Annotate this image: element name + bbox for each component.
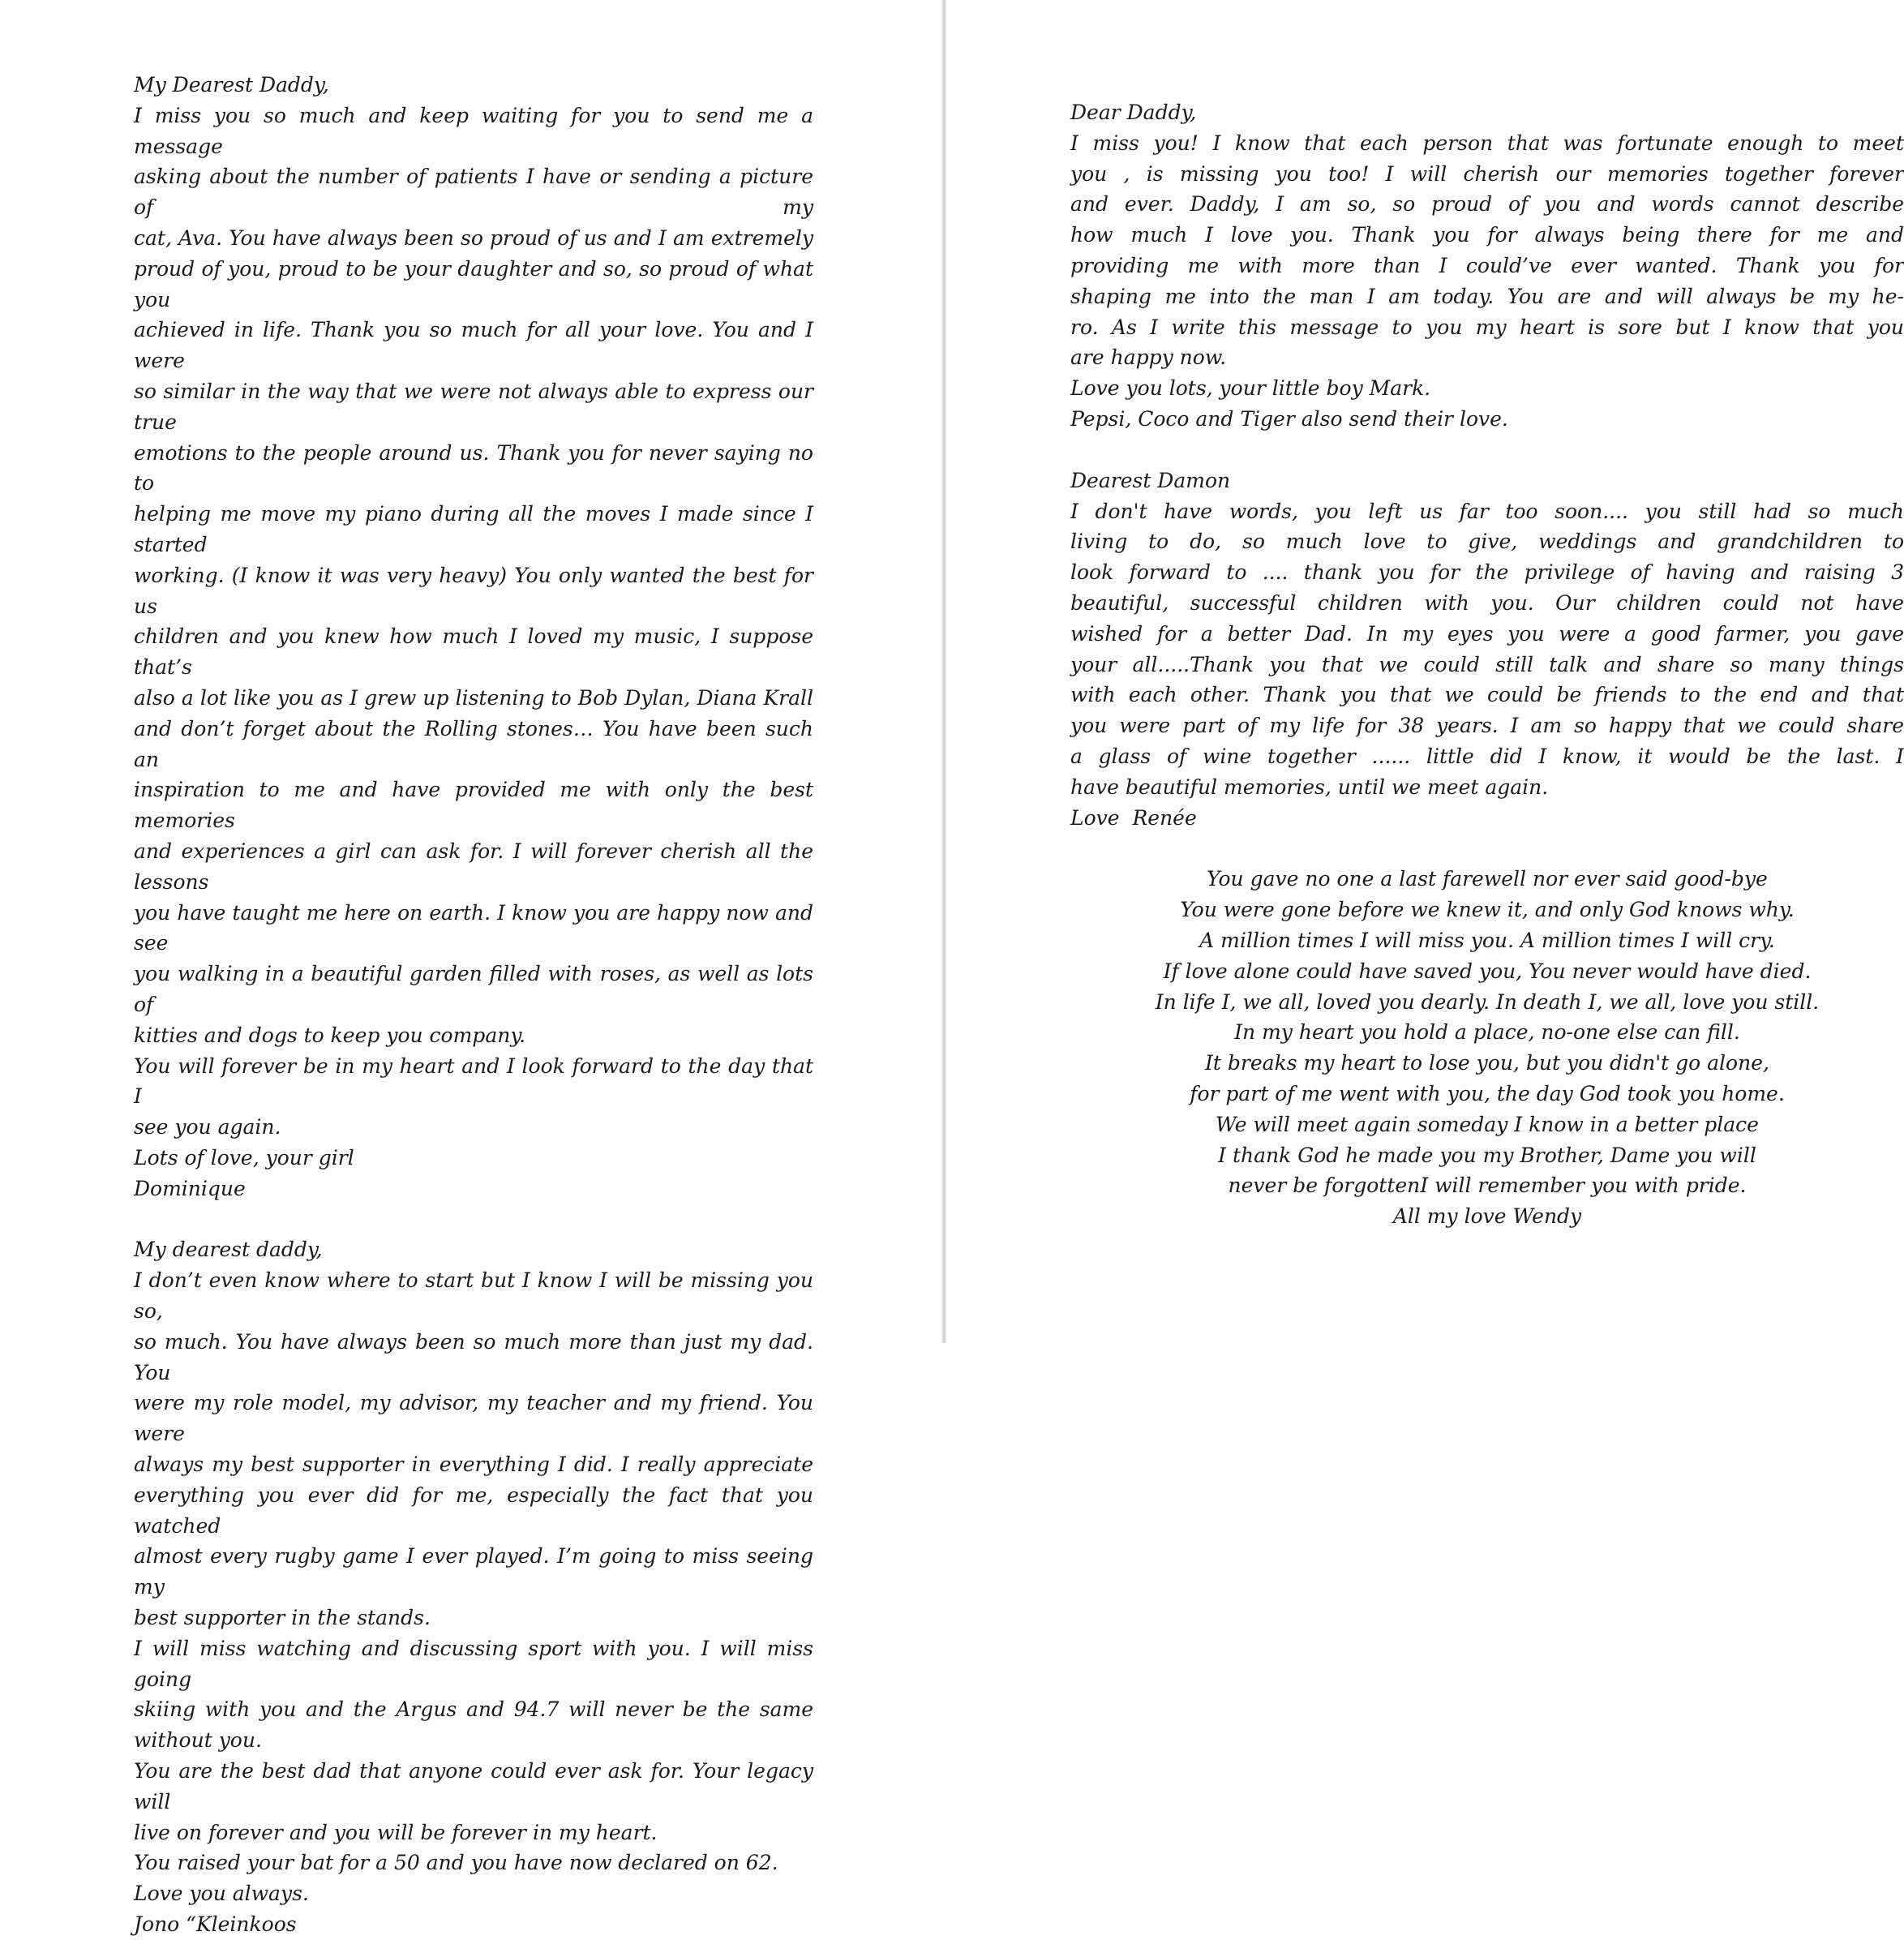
letter-line: you , is missing you too! I will cherish our memories together forever (1070, 161, 1904, 186)
letter-line: You are the best dad that anyone could ever ask for. Your legacy will (134, 1759, 813, 1813)
letter-mark (1070, 97, 1904, 435)
letter-line: look forward to .... thank you for the privilege of having and raising 3 (1070, 560, 1904, 585)
letter-line: everything you ever did for me, especially the fact that you watched (134, 1483, 813, 1538)
letter-line: inspiration to me and have provided me with only the best memories (134, 778, 813, 833)
letter-line: beautiful, successful children with you. Our children could not have (1070, 590, 1904, 615)
poem-line: It breaks my heart to lose you, but you didn't go alone, (1205, 1051, 1769, 1075)
poem-line: In my heart you hold a place, no-one else can fill. (1234, 1020, 1740, 1045)
letter-line: You raised your bat for a 50 and you have now declared on 62. (134, 1851, 778, 1875)
letter-line: a glass of wine together ...... little did I know, it would be the last. I (1070, 744, 1904, 768)
right-page (947, 0, 1904, 1343)
letter-line: live on forever and you will be forever in my heart. (134, 1820, 658, 1844)
letter-line: kitties and dogs to keep you company. (134, 1023, 526, 1047)
letter-line: You will forever be in my heart and I look forward to the day that I (134, 1054, 813, 1109)
letter-line: achieved in life. Thank you so much for all your love. You and I were (134, 318, 813, 373)
letter-dominique (134, 70, 813, 1204)
page-fold (941, 0, 947, 1343)
letter-line: best supporter in the stands. (134, 1606, 431, 1630)
letter-signature: Love Renée (1070, 805, 1197, 830)
letter-postscript: Pepsi, Coco and Tiger also send their love. (1070, 406, 1508, 431)
letter-renee (1070, 466, 1904, 834)
letter-line: providing me with more than I could’ve ever wanted. Thank you for (1070, 253, 1904, 277)
letter-line: almost every rugby game I ever played. I’m going to miss seeing my (134, 1544, 813, 1599)
letter-line: and ever. Daddy, I am so, so proud of you and words cannot describe (1070, 192, 1904, 217)
left-column (134, 70, 813, 1940)
poem-line: for part of me went with you, the day God took you home. (1190, 1081, 1785, 1105)
letter-line: I will miss watching and discussing sport with you. I will miss going (134, 1636, 813, 1691)
letter-line: asking about the number of patients I have or sending a picture of my (134, 165, 813, 220)
letter-line: helping me move my piano during all the moves I made since I started (134, 502, 813, 556)
poem-line: You gave no one a last farewell nor ever said good-bye (1207, 867, 1768, 891)
letter-salutation: My dearest daddy, (134, 1238, 323, 1262)
letter-closing: Lots of love, your girl (134, 1145, 354, 1170)
letter-line: I don’t even know where to start but I know I will be missing you so, (134, 1268, 813, 1324)
letter-gap (134, 1204, 813, 1234)
poem-line: In life I, we all, loved you dearly. In death I, we all, love you still. (1155, 989, 1820, 1014)
letter-line: I miss you! I know that each person that was fortunate enough to meet (1070, 131, 1904, 155)
letter-line: skiing with you and the Argus and 94.7 will never be the same (134, 1698, 813, 1722)
poem-line: You were gone before we knew it, and only God knows why. (1180, 898, 1795, 922)
letter-gap (1070, 435, 1904, 466)
letter-line: were my role model, my advisor, my teacher and my friend. You were (134, 1391, 813, 1446)
letter-line: and experiences a girl can ask for. I will forever cherish all the lessons (134, 839, 813, 894)
letter-line: how much I love you. Thank you for always being there for me and (1070, 223, 1904, 247)
letter-line: with each other. Thank you that we could be friends to the end and that (1070, 683, 1904, 707)
letter-line: I don't have words, you left us far too soon.... you still had so much (1070, 499, 1904, 523)
letter-salutation: Dear Daddy, (1070, 101, 1197, 124)
letter-line: children and you knew how much I loved my music, I suppose that’s (134, 624, 813, 680)
poem-line: I thank God he made you my Brother, Dame you will (1218, 1143, 1756, 1167)
letter-line: your all.....Thank you that we could still talk and share so many things (1070, 652, 1904, 676)
left-page (0, 0, 941, 1937)
letter-line: I miss you so much and keep waiting for you to send me a message (134, 103, 813, 158)
letter-line: are happy now. (1070, 346, 1227, 370)
letter-line: wished for a better Dad. In my eyes you were a good farmer, you gave (1070, 621, 1904, 646)
poem-wendy (1070, 864, 1904, 1232)
letter-line: without you. (134, 1728, 262, 1753)
letter-line: and don’t forget about the Rolling stones… You have been such an (134, 716, 813, 771)
letter-line: cat, Ava. You have always been so proud of us and I am extremely (134, 225, 813, 250)
letter-line: also a lot like you as I grew up listening to Bob Dylan, Diana Krall (134, 685, 813, 710)
letter-line: emotions to the people around us. Thank you for never saying no to (134, 440, 813, 496)
letter-closing: Love you lots, your little boy Mark. (1070, 376, 1431, 401)
right-column (1070, 97, 1904, 1232)
letter-line: see you again. (134, 1115, 281, 1140)
letter-line: you have taught me here on earth. I know you are happy now and see (134, 900, 813, 955)
poem-line: never be forgottenI will remember you with pride. (1228, 1174, 1747, 1198)
letter-line: have beautiful memories, until we meet again. (1070, 775, 1549, 799)
letter-jono (134, 1234, 813, 1939)
poem-line: We will meet again someday I know in a better place (1216, 1112, 1759, 1136)
letter-closing: Love you always. (134, 1882, 309, 1906)
letter-salutation: My Dearest Daddy, (134, 73, 329, 97)
poem-signature: All my love Wendy (1392, 1204, 1582, 1229)
letter-line: so similar in the way that we were not always able to express our true (134, 379, 813, 434)
letter-line: working. (I know it was very heavy) You only wanted the best for us (134, 563, 813, 618)
letter-line: shaping me into the man I am today. You are and will always be my he- (1070, 284, 1904, 308)
poem-line: A million times I will miss you. A million times I will cry. (1199, 928, 1775, 952)
letter-line: living to do, so much love to give, weddings and grandchildren to (1070, 530, 1904, 554)
poem-line: If love alone could have saved you, You never would have died. (1163, 959, 1812, 983)
letter-salutation: Dearest Damon (1070, 468, 1231, 492)
letter-line: so much. You have always been so much more than just my dad. You (134, 1329, 813, 1384)
letter-signature: Dominique (134, 1176, 246, 1200)
letter-line: you were part of my life for 38 years. I am so happy that we could share (1070, 714, 1904, 738)
letter-signature: Jono “Kleinkoos (134, 1912, 297, 1937)
letter-line: always my best supporter in everything I did. I really appreciate (134, 1453, 813, 1477)
letter-line: ro. As I write this message to you my heart is sore but I know that you (1070, 315, 1904, 339)
letter-line: proud of you, proud to be your daughter and so, so proud of what you (134, 256, 813, 311)
letter-line: you walking in a beautiful garden filled with roses, as well as lots of (134, 962, 813, 1016)
